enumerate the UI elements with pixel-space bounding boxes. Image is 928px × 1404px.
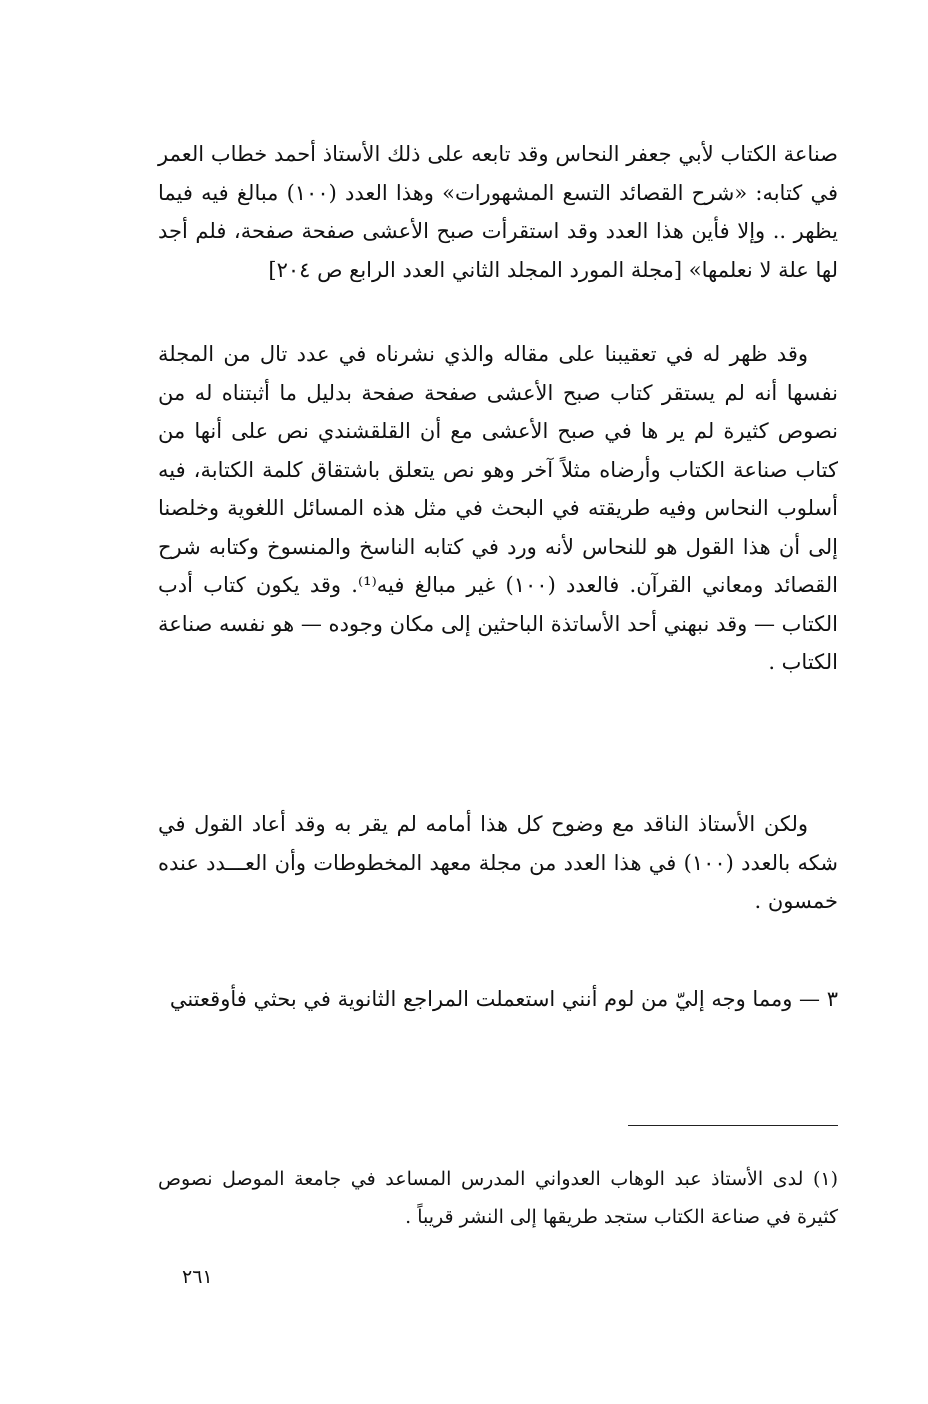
paragraph-1	[158, 135, 838, 289]
paragraph-3-text: ولكن الأستاذ الناقد مع وضوح كل هذا أمامه لم يقر به وقد أعاد القول في شكه بالعدد (١٠٠) في هذا العدد من مجلة معهد المخطوطات وأن العـــدد عنده خمسون .	[158, 812, 838, 913]
paragraph-1-text: صناعة الكتاب لأبي جعفر النحاس وقد تابعه على ذلك الأستاذ أحمد خطاب العمر في كتابه: «شرح القصائد التسع المشهورات» وهذا العدد (١٠٠) مبالغ فيه فيما يظهر .. وإلا فأين هذا العدد وقد استقرأت صبح الأعشى صفحة صفحة، فلم أجد لها علة لا نعلمها» [مجلة المورد المجلد الثاني العدد الرابع ص ٢٠٤]	[158, 142, 838, 282]
page-number: ٢٦١	[182, 1266, 213, 1288]
paragraph-2-text: وقد ظهر له في تعقيبنا على مقاله والذي نشرناه في عدد تال من المجلة نفسها أنه لم يستقر كتاب صبح الأعشى صفحة صفحة بدليل ما أثبتناه له من نصوص كثيرة لم ير ها في صبح الأعشى مع أن القلقشندي نص على أنها من كتاب صناعة الكتاب وأرضاه مثلاً آخر وهو نص يتعلق باشتقاق كلمة الكتابة، فيه أسلوب النحاس وفيه طريقته في البحث في مثل هذه المسائل اللغوية وخلصنا إلى أن هذا القول هو للنحاس لأنه ورد في كتابه الناسخ والمنسوخ وكتابه شرح القصائد ومعاني القرآن. فالعدد (١٠٠) غير مبالغ فيه⁽¹⁾. وقد يكون كتاب أدب الكتاب — وقد نبهني أحد الأساتذة الباحثين إلى مكان وجوده — هو نفسه صناعة الكتاب .	[158, 342, 838, 674]
footnote	[158, 1160, 838, 1236]
paragraph-3	[158, 805, 838, 921]
footnote-divider	[628, 1125, 838, 1126]
paragraph-2	[158, 335, 838, 682]
footnote-text: (١) لدى الأستاذ عبد الوهاب العدواني المدرس المساعد في جامعة الموصل نصوص كثيرة في صناعة الكتاب ستجد طريقها إلى النشر قريباً .	[158, 1168, 838, 1228]
paragraph-4-text: ٣ — ومما وجه إليّ من لوم أنني استعملت المراجع الثانوية في بحثي فأوقعتني	[169, 987, 838, 1011]
paragraph-4	[158, 980, 838, 1019]
